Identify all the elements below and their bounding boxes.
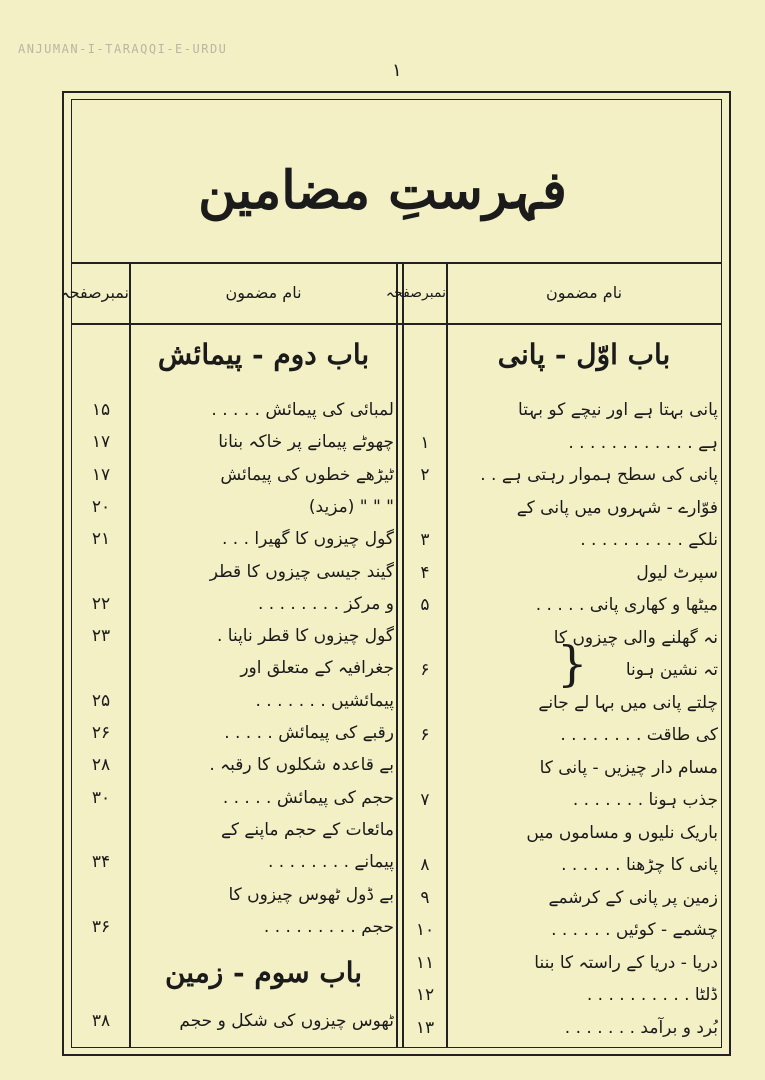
toc-entry-page: ۲۵ xyxy=(91,690,111,711)
toc-entry-page: ۱ xyxy=(420,432,430,453)
toc-entry-text: ہے . . . . . . . . . . . . xyxy=(568,432,718,453)
chapter-1-heading: باب اوّل - پانی xyxy=(497,338,671,371)
toc-entry-page: ۵ xyxy=(420,595,430,615)
toc-entry-page: ۳۶ xyxy=(91,916,111,937)
toc-entry-page xyxy=(73,557,129,587)
page-title: فہرستِ مضامین xyxy=(198,160,567,221)
toc-entry-page xyxy=(404,395,446,425)
toc-entry-text: پانی کی سطح ہموار رہتی ہے . . xyxy=(480,465,718,485)
toc-entry-page: ۷ xyxy=(420,790,430,810)
divider-center-a xyxy=(396,262,398,1048)
toc-entry-text: تہ نشین ہونا xyxy=(625,660,718,680)
toc-entry-text: ٹھوس چیزوں کی شکل و حجم xyxy=(179,1011,394,1031)
toc-entry-text: مسام دار چیزیں - پانی کا xyxy=(539,757,718,778)
toc-entry-page: ۸ xyxy=(420,855,430,875)
chapter-2-heading: باب دوم - پیمائش xyxy=(157,338,370,371)
toc-entry-page: ۱۳ xyxy=(415,1017,435,1038)
header-left-subject: نام مضمون xyxy=(225,283,302,302)
toc-entry-page: ۱۵ xyxy=(91,400,111,420)
toc-entry-page xyxy=(73,653,129,683)
toc-entry-text: بے قاعدہ شکلوں کا رقبہ . xyxy=(209,755,394,776)
toc-entry-page xyxy=(404,818,446,848)
toc-entry-page: ۱۲ xyxy=(415,985,435,1005)
toc-entry-page: ۹ xyxy=(420,887,430,908)
toc-entry-text: مائعات کے حجم ماپنے کے xyxy=(220,819,394,840)
library-stamp: ANJUMAN-I-TARAQQI-E-URDU xyxy=(18,42,228,56)
toc-entry-page: ۱۷ xyxy=(91,432,111,453)
header-left-page-number: نمبرصفحہ xyxy=(60,283,129,302)
toc-entry-text: پیمانے . . . . . . . . xyxy=(267,852,394,873)
toc-entry-text: کی طاقت . . . . . . . . xyxy=(560,725,718,745)
toc-entry-text: بے ڈول ٹھوس چیزوں کا xyxy=(228,884,394,905)
toc-entry-text: سپرٹ لیول xyxy=(636,562,718,583)
toc-entry-page: ۳۴ xyxy=(91,852,111,873)
divider-left-page-col xyxy=(129,262,131,1048)
toc-entry-page: ۱۰ xyxy=(415,920,435,940)
toc-entry-page: ۳۸ xyxy=(91,1011,111,1031)
toc-entry-text: و مرکز . . . . . . . . xyxy=(257,593,394,614)
toc-entry-text: پانی کا چڑھنا . . . . . . xyxy=(561,855,718,875)
page-number: ۱ xyxy=(392,60,402,81)
toc-entry-text: چشمے - کوئیں . . . . . . xyxy=(551,920,718,940)
toc-entry-text: حجم کی پیمائش . . . . . xyxy=(222,787,394,808)
toc-entry-page: ۲۶ xyxy=(91,723,111,743)
toc-entry-text: زمین پر پانی کے کرشمے xyxy=(548,887,718,908)
toc-entry-text: جغرافیہ کے متعلق اور xyxy=(240,658,394,679)
toc-entry-text: گول چیزوں کا قطر ناپنا . xyxy=(216,626,394,647)
toc-entry-text: فوّارے - شہروں میں پانی کے xyxy=(516,497,718,518)
toc-entry-text: نلکے . . . . . . . . . . xyxy=(580,530,718,550)
toc-entry-page: ۴ xyxy=(420,562,430,583)
toc-entry-text: " " " (مزید) xyxy=(308,496,394,517)
toc-entry-page: ۱۷ xyxy=(91,464,111,485)
toc-entry-page: ۳ xyxy=(420,530,430,550)
toc-entry-text: ٹیڑھے خطوں کی پیمائش xyxy=(220,464,394,485)
toc-entry-text: لمبائی کی پیمائش . . . . . xyxy=(211,400,394,420)
divider-right-page-col xyxy=(446,262,448,1048)
toc-entry-page xyxy=(404,688,446,718)
toc-entry-page: ۶ xyxy=(420,725,430,745)
toc-entry-text: رقبے کی پیمائش . . . . . xyxy=(224,723,394,743)
toc-entry-text: پیمائشیں . . . . . . . xyxy=(255,690,394,711)
toc-entry-page xyxy=(73,880,129,910)
toc-entry-text: چھوٹے پیمانے پر خاکہ بنانا xyxy=(218,432,394,453)
toc-entry-text: گول چیزوں کا گھیرا . . . xyxy=(221,529,394,550)
toc-entry-text: گیند جیسی چیزوں کا قطر xyxy=(209,561,394,582)
header-right-page-number: نمبرصفحہ xyxy=(385,285,446,301)
toc-entry-page: ۲۸ xyxy=(91,755,111,776)
toc-entry-page: ۲ xyxy=(420,465,430,485)
toc-entry-text: جذب ہونا . . . . . . . xyxy=(572,790,718,810)
toc-entry-page: ۶ xyxy=(420,660,430,680)
header-right-subject: نام مضمون xyxy=(545,283,623,302)
toc-entry-page xyxy=(73,815,129,845)
toc-entry-text: حجم . . . . . . . . . xyxy=(263,916,394,937)
toc-entry-page: ۱۱ xyxy=(415,952,435,973)
toc-entry-text: باریک نلیوں و مساموں میں xyxy=(526,822,718,843)
toc-entry-page xyxy=(404,623,446,653)
toc-entry-page: ۲۲ xyxy=(91,593,111,614)
toc-entry-page: ۲۱ xyxy=(91,529,111,550)
toc-entry-page xyxy=(404,493,446,523)
brace-mark: } xyxy=(557,636,588,692)
toc-entry-text: بُرد و برآمد . . . . . . . xyxy=(564,1017,718,1038)
toc-entry-text: دریا - دریا کے راستہ کا بننا xyxy=(534,952,718,973)
toc-entry-page: ۳۰ xyxy=(91,787,111,808)
toc-entry-text: ڈلٹا . . . . . . . . . . xyxy=(586,985,718,1005)
toc-entry-text: نہ گھلنے والی چیزوں کا xyxy=(553,627,718,648)
toc-entry-page xyxy=(404,753,446,783)
toc-entry-text: چلتے پانی میں بہا لے جانے xyxy=(538,692,718,713)
toc-entry-text: میٹھا و کھاری پانی . . . . . xyxy=(535,595,718,615)
toc-entry-page: ۲۳ xyxy=(91,626,111,647)
toc-entry-text: پانی بہتا ہے اور نیچے کو بہتا xyxy=(518,400,718,420)
toc-entry-page: ۲۰ xyxy=(91,496,111,517)
chapter-3-heading: باب سوم - زمین xyxy=(164,956,363,989)
